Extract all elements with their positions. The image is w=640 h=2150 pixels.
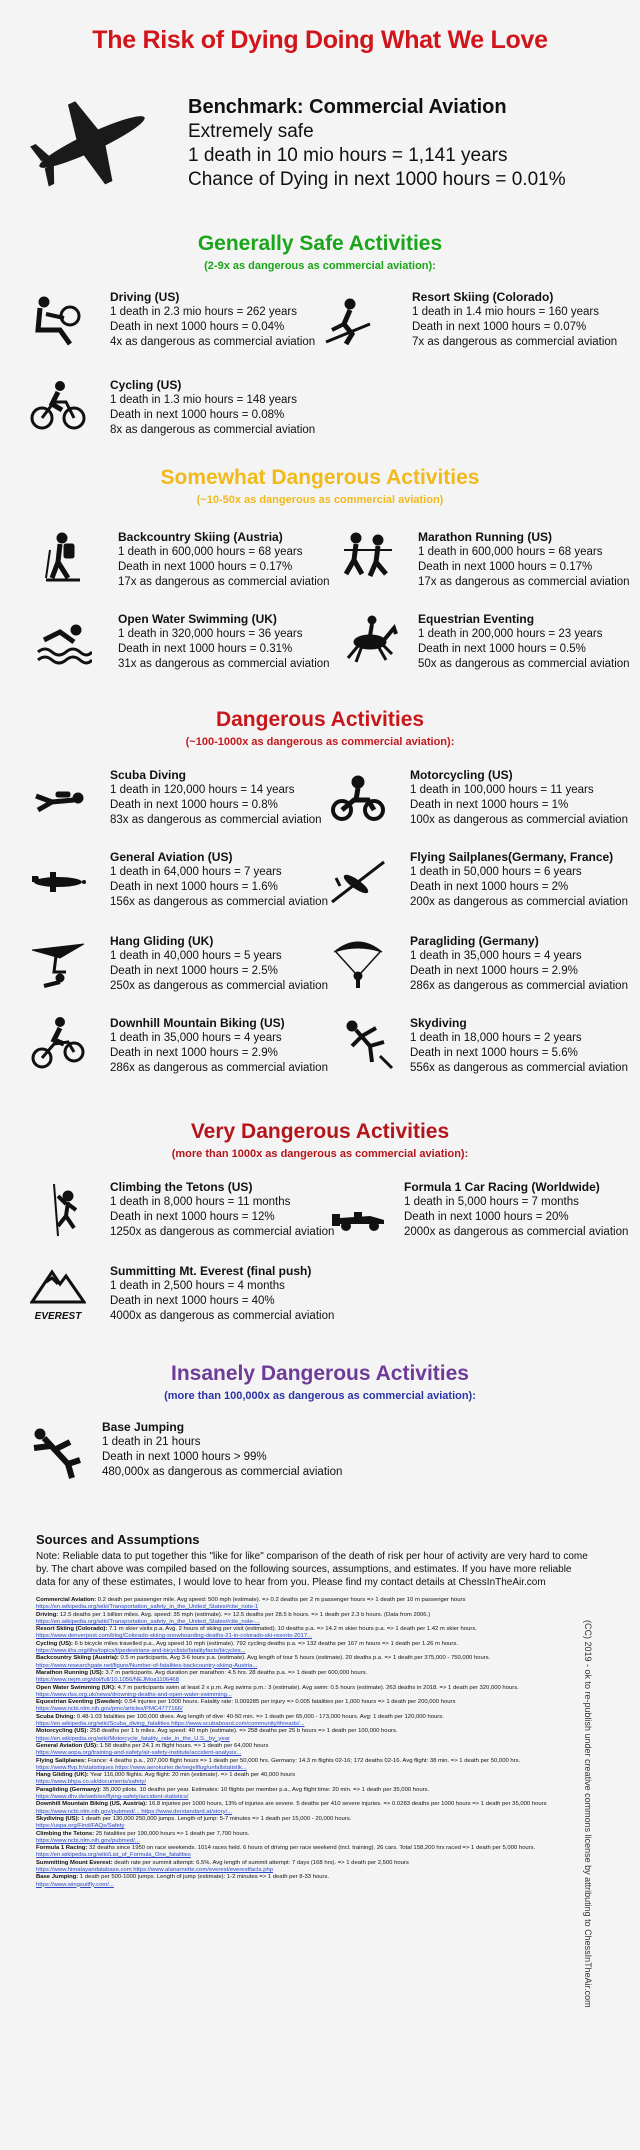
page-title: The Risk of Dying Doing What We Love: [92, 26, 548, 54]
source-label: Equestrian Eventing (Sweden):: [36, 1699, 123, 1706]
everest-caption: EVEREST: [34, 1311, 82, 1322]
source-text: France: 4 deaths p.a., 207,000 flight hours => 1 death per 50,000 hrs. Germany: 14.3 m flights 02-16; 172 deaths 02-16. Avg flight: 38 min. => 1 death per 50,000 hrs.: [87, 1757, 521, 1764]
activity-probability: Death in next 1000 hours = 0.5%: [418, 643, 586, 655]
source-entry: [36, 1728, 591, 1743]
activity-multiplier: 200x as dangerous as commercial aviation: [410, 896, 628, 908]
source-label: Flying Sailplanes:: [36, 1757, 87, 1764]
skier-icon: [320, 294, 376, 350]
runners-icon: [340, 530, 396, 586]
source-entry: [36, 1845, 591, 1860]
source-label: Skydiving (US):: [36, 1815, 80, 1822]
activity-name: Cycling (US): [110, 378, 182, 392]
activity-probability: Death in next 1000 hours = 0.17%: [418, 561, 593, 573]
activity-name: Motorcycling (US): [410, 768, 513, 782]
source-text: 6 b bicycle miles travelled p.a., Avg speed 10 mph (estimate). 792 cycling deaths p.a. => 132 deaths per 167 m hours => 1 death per 1.26 m hours.: [74, 1640, 458, 1647]
source-link[interactable]: https://www.denverpost.com/blog/Colorado-skiing-snowboarding-deaths-21-in-colorado-ski-resorts-2017...: [36, 1633, 313, 1640]
activity-rate: 1 death in 40,000 hours = 5 years: [110, 950, 282, 962]
section-subtitle: (more than 100,000x as dangerous as commercial aviation):: [164, 1390, 476, 1402]
activity-marathon-running: [418, 530, 640, 590]
source-entry: [36, 1743, 591, 1758]
activity-rate: 1 death in 200,000 hours = 23 years: [418, 628, 603, 640]
source-label: Hang Gliding (UK):: [36, 1772, 89, 1779]
activity-everest: [110, 1264, 400, 1324]
source-entry: [36, 1641, 591, 1656]
activity-name: Base Jumping: [102, 1420, 185, 1434]
source-text: 1 death per 130,000 250,000 jumps. Length of jump: 5-7 minutes => 1 death per 15,000 - 20,000 hours.: [81, 1815, 352, 1822]
activity-name: Open Water Swimming (UK): [118, 612, 277, 626]
activity-probability: Death in next 1000 hours = 0.31%: [118, 643, 293, 655]
diver-icon: [30, 770, 86, 826]
source-text: 1 death per 500-1000 jumps. Length of jump (estimate): 1-2 minutes => 1 death per 8-33 hours.: [79, 1874, 330, 1881]
activity-name: Equestrian Eventing: [418, 612, 535, 626]
mountain-icon: [30, 1262, 86, 1306]
activity-rate: 1 death in 600,000 hours = 68 years: [118, 546, 303, 558]
source-link[interactable]: https://www.ncbi.nlm.nih.gov/pubmed/... https://www.derstandard.at/story/...: [36, 1808, 233, 1815]
source-link[interactable]: https://www.dhv.de/web/en/flying-safety/accident-statistics/: [36, 1794, 189, 1801]
mountain-bike-icon: [30, 1016, 86, 1072]
source-entry: [36, 1685, 591, 1700]
motorcycle-icon: [330, 770, 386, 826]
everest-icon: [30, 1262, 86, 1328]
source-link[interactable]: https://en.wikipedia.org/wiki/List_of_Formula_One_fatalities: [36, 1852, 191, 1859]
activity-probability: Death in next 1000 hours = 2.5%: [110, 965, 278, 977]
activity-multiplier: 31x as dangerous as commercial aviation: [118, 658, 330, 670]
source-entry: [36, 1801, 591, 1816]
base-jumper-icon: [30, 1424, 86, 1480]
section-title: Insanely Dangerous Activities: [171, 1362, 469, 1385]
sources-title: Sources and Assumptions: [36, 1532, 200, 1547]
activity-probability: Death in next 1000 hours = 1%: [410, 799, 569, 811]
backcountry-skier-icon: [38, 530, 94, 586]
activity-rate: 1 death in 35,000 hours = 4 years: [410, 950, 582, 962]
driver-icon: [30, 292, 86, 348]
source-label: Commercial Aviation:: [36, 1597, 97, 1603]
source-link[interactable]: https://www.ffvp.fr/statistiques https://www.aerokurier.de/segelflug/unfallstatistik...: [36, 1764, 247, 1771]
sources-note: Note: Reliable data to put together this "like for like" comparison of the death of risk per hour of activity are very hard to come by. The chart above was compiled based on the following sources, assumptions, and estimates. If you have more reliable data for any of these estimates, I would love to hear from you. Please find my contact details at ChessInTheAir.com: [36, 1551, 588, 1588]
skydiver-icon: [340, 1016, 396, 1072]
activity-name: General Aviation (US): [110, 850, 233, 864]
activity-probability: Death in next 1000 hours = 5.6%: [410, 1047, 578, 1059]
activity-multiplier: 1250x as dangerous as commercial aviation: [110, 1226, 335, 1238]
source-text: 1.58 deaths per 24.1 m flight hours. => 1 death per 64,000 hours: [99, 1742, 269, 1749]
activity-multiplier: 17x as dangerous as commercial aviation: [118, 576, 330, 588]
activity-rate: 1 death in 21 hours: [102, 1436, 201, 1448]
activity-name: Flying Sailplanes(Germany, France): [410, 850, 614, 864]
glider-icon: [330, 852, 386, 908]
activity-skydiving: [410, 1016, 640, 1076]
source-text: Year 116,000 flights. Avg flight: 20 min (estimate). => 1 death per 40,000 hours: [90, 1772, 296, 1779]
source-label: Formula 1 Racing:: [36, 1845, 88, 1852]
source-link[interactable]: https://en.wikipedia.org/wiki/Transportation_safety_in_the_United_States#cite_note-...: [36, 1618, 260, 1625]
source-entry: [36, 1874, 591, 1889]
activity-resort-skiing: [412, 290, 640, 350]
hang-glider-icon: [30, 936, 86, 992]
activity-motorcycling: [410, 768, 640, 828]
activity-multiplier: 8x as dangerous as commercial aviation: [110, 424, 316, 436]
activity-name: Formula 1 Car Racing (Worldwide): [404, 1180, 600, 1194]
activity-name: Summitting Mt. Everest (final push): [110, 1264, 312, 1278]
source-entry: [36, 1626, 591, 1641]
activity-multiplier: 17x as dangerous as commercial aviation: [418, 576, 630, 588]
climber-icon: [34, 1182, 90, 1238]
activity-multiplier: 100x as dangerous as commercial aviation: [410, 814, 628, 826]
activity-multiplier: 156x as dangerous as commercial aviation: [110, 896, 328, 908]
benchmark-title: Benchmark: Commercial Aviation: [188, 96, 507, 118]
source-label: Backcountry Skiing (Austria):: [36, 1655, 119, 1662]
source-entry: [36, 1831, 591, 1846]
source-text: 12.5 deaths per 1 billion miles. Avg. speed: 35 mph (estimate). => 12.5 deaths per 28.5 b hours. => 1 death per 2.3 b hours. (Data from 2006.): [59, 1611, 431, 1618]
race-car-icon: [330, 1190, 386, 1246]
source-label: Summitting Mount Everest:: [36, 1859, 113, 1866]
activity-multiplier: 286x as dangerous as commercial aviation: [410, 980, 628, 992]
activity-equestrian-eventing: [418, 612, 640, 672]
source-text: 3.7 m participants. Avg duration per marathon: 4.5 hrs. 28 deaths p.a. => 1 death per 600,000 hours.: [105, 1669, 368, 1676]
source-text: 32 deaths since 1950 on race weekends. 1014 races held. 6 hours of driving per race weekend (incl. training). 26 cars. Total 158,200 hrs raced => 1 death per 5,000 hours.: [89, 1845, 536, 1852]
activity-probability: Death in next 1000 hours = 0.8%: [110, 799, 278, 811]
activity-cycling: [110, 378, 400, 438]
source-link[interactable]: https://www.ncbi.nlm.nih.gov/pubmed/...: [36, 1837, 140, 1844]
license-note: (CC) 2019 - ok to re-publish under creative commons license by attributing to ChessInTheAir.com: [583, 1620, 593, 2008]
airplane-icon: [28, 92, 156, 192]
source-link[interactable]: https://en.wikipedia.org/wiki/Transportation_safety_in_the_United_States#cite_note-1: [36, 1604, 259, 1611]
section-title: Dangerous Activities: [215, 708, 425, 731]
source-link[interactable]: https://en.wikipedia.org/wiki/Scuba_diving_fatalities https://www.scubaboard.com/community/threads/...: [36, 1721, 305, 1728]
activity-name: Skydiving: [410, 1016, 467, 1030]
source-entry: [36, 1816, 591, 1831]
source-label: Base Jumping:: [36, 1874, 79, 1881]
activity-probability: Death in next 1000 hours = 0.17%: [118, 561, 293, 573]
source-link[interactable]: https://www.wingsuitfly.com/...: [36, 1881, 114, 1888]
source-entry: [36, 1860, 591, 1875]
sources-section: [36, 1532, 591, 1889]
activity-multiplier: 83x as dangerous as commercial aviation: [110, 814, 322, 826]
benchmark-line: Chance of Dying in next 1000 hours = 0.01%: [188, 169, 566, 190]
horse-rider-icon: [342, 612, 398, 668]
source-label: Driving:: [36, 1611, 59, 1618]
source-text: 0.48-1.03 fatalities per 100,000 dives. Avg length of dive: 40-50 min. => 1 death per 65,000 - 173,000 hours. Avg: 1 death per 120,000 hours.: [76, 1713, 444, 1720]
activity-multiplier: 4000x as dangerous as commercial aviation: [110, 1310, 335, 1322]
activity-probability: Death in next 1000 hours = 2.9%: [410, 965, 578, 977]
activity-rate: 1 death in 35,000 hours = 4 years: [110, 1032, 282, 1044]
benchmark-line: Extremely safe: [188, 121, 314, 142]
activity-rate: 1 death in 18,000 hours = 2 years: [410, 1032, 582, 1044]
activity-name: Climbing the Tetons (US): [110, 1180, 253, 1194]
activity-name: Backcountry Skiing (Austria): [118, 530, 283, 544]
activity-rate: 1 death in 100,000 hours = 11 years: [410, 784, 594, 796]
source-link[interactable]: https://en.wikipedia.org/wiki/Motorcycle_fatality_rate_in_the_U.S._by_year: [36, 1735, 230, 1742]
activity-formula-1: [404, 1180, 640, 1240]
source-link[interactable]: https://www.rlss.org.uk/news/drowning-deaths-and-open-water-swimming...: [36, 1691, 232, 1698]
source-entry: [36, 1612, 591, 1627]
source-text: 7.1 m skier visits p.a. Avg. 2 hours of skiing per visit (estimated). 10 deaths p.a. => 14.2 m skier hours p.a. => 1 death per 1.42 m skier hours.: [108, 1626, 477, 1633]
activity-probability: Death in next 1000 hours = 2%: [410, 881, 569, 893]
activity-rate: 1 death in 64,000 hours = 7 years: [110, 866, 282, 878]
section-subtitle: (more than 1000x as dangerous as commercial aviation):: [171, 1148, 469, 1160]
activity-probability: Death in next 1000 hours = 40%: [110, 1295, 275, 1307]
source-entry: [36, 1670, 591, 1685]
activity-name: Paragliding (Germany): [410, 934, 539, 948]
source-entry: [36, 1787, 591, 1802]
activity-rate: 1 death in 50,000 hours = 6 years: [410, 866, 582, 878]
source-text: 0.2 death per passenger mile. Avg speed: 500 mph (estimate). => 0.2 deaths per 2 m passenger hours => 1 death per 10 m passenger hours: [97, 1597, 466, 1603]
activity-multiplier: 480,000x as dangerous as commercial aviation: [102, 1466, 343, 1478]
activity-name: Resort Skiing (Colorado): [412, 290, 554, 304]
source-entry: [36, 1758, 591, 1773]
source-label: Motorcycling (US):: [36, 1728, 89, 1735]
activity-flying-sailplanes: [410, 850, 640, 910]
activity-rate: 1 death in 1.3 mio hours = 148 years: [110, 394, 297, 406]
benchmark-line: 1 death in 10 mio hours = 1,141 years: [188, 145, 508, 166]
activity-probability: Death in next 1000 hours = 20%: [404, 1211, 569, 1223]
source-label: Scuba Diving:: [36, 1713, 76, 1720]
section-title: Very Dangerous Activities: [190, 1120, 450, 1143]
source-text: 4.7 m participants swim at least 2 x p.m. Avg swims p.m.: 3 (estimate). Avg swim: 0.5 hours (estimate). 263 deaths in 2018. => 1 death per 320,000 hours.: [117, 1684, 519, 1691]
source-label: Climbing the Tetons:: [36, 1830, 95, 1837]
source-entry: [36, 1772, 591, 1787]
activity-name: Downhill Mountain Biking (US): [110, 1016, 285, 1030]
source-entry: [36, 1597, 591, 1612]
activity-multiplier: 50x as dangerous as commercial aviation: [418, 658, 630, 670]
source-text: 258 deaths per 1 b miles. Avg speed: 40 mph (estimate). => 258 deaths per 25 b hours => 1 death per 100,000 hours.: [90, 1728, 398, 1735]
activity-multiplier: 7x as dangerous as commercial aviation: [412, 336, 618, 348]
source-link[interactable]: https://uspa.org/Find/FAQs/Safety: [36, 1823, 125, 1830]
source-entry: [36, 1699, 591, 1714]
activity-name: Scuba Diving: [110, 768, 187, 782]
source-entry: [36, 1714, 591, 1729]
source-text: 35,000 pilots. 10 deaths per year. Estimates: 10 flights per member p.a., Avg flight time: 20 min. => 1 death per 35,000 hours.: [102, 1786, 430, 1793]
section-subtitle: (~10-50x as dangerous as commercial aviation): [196, 494, 444, 506]
activity-multiplier: 2000x as dangerous as commercial aviation: [404, 1226, 629, 1238]
source-link[interactable]: https://www.researchgate.net/figure/Number-of-fatalities-backcountry-skiing-Austria...: [36, 1662, 258, 1669]
source-text: 16.8 injuries per 1000 hours, 13% of injuries are severe. 5 deaths per 410 severe injuries. => 0.0283 deaths per 1000 hours => 1 death per 35,000 hours: [148, 1801, 547, 1808]
source-link[interactable]: https://www.iihs.org/iihs/topics/t/pedestrians-and-bicyclists/fatalityfacts/bicycles...: [36, 1648, 246, 1655]
activity-rate: 1 death in 8,000 hours = 11 months: [110, 1196, 291, 1208]
activity-name: Hang Gliding (UK): [110, 934, 214, 948]
source-link[interactable]: https://www.himalayandatabase.com https://www.alanarnette.com/everest/everestfacts.php: [36, 1866, 274, 1873]
source-entry: [36, 1655, 591, 1670]
activity-rate: 1 death in 1.4 mio hours = 160 years: [412, 306, 599, 318]
activity-multiplier: 4x as dangerous as commercial aviation: [110, 336, 316, 348]
section-title: Generally Safe Activities: [197, 232, 443, 255]
activity-base-jumping: [102, 1420, 392, 1480]
activity-probability: Death in next 1000 hours = 0.07%: [412, 321, 587, 333]
swimmer-icon: [36, 612, 92, 668]
activity-rate: 1 death in 2,500 hours = 4 months: [110, 1280, 285, 1292]
activity-probability: Death in next 1000 hours > 99%: [102, 1451, 267, 1463]
source-label: Paragliding (Germany):: [36, 1786, 102, 1793]
source-label: General Aviation (US):: [36, 1742, 99, 1749]
activity-probability: Death in next 1000 hours = 2.9%: [110, 1047, 278, 1059]
source-link[interactable]: https://www.nejm.org/doi/full/10.1056/NEJMoa1106468: [36, 1677, 179, 1684]
activity-multiplier: 286x as dangerous as commercial aviation: [110, 1062, 328, 1074]
activity-probability: Death in next 1000 hours = 0.04%: [110, 321, 285, 333]
source-link[interactable]: https://www.aopa.org/training-and-safety/air-safety-institute/accident-analysis...: [36, 1750, 242, 1757]
source-label: Open Water Swimming (UK):: [36, 1684, 116, 1691]
source-text: 25 fatalities per 190,000 hours => 1 death per 7,700 hours.: [95, 1830, 250, 1837]
paraglider-icon: [330, 934, 386, 990]
source-label: Resort Skiing (Colorado):: [36, 1626, 108, 1633]
small-plane-icon: [30, 852, 86, 908]
activity-probability: Death in next 1000 hours = 12%: [110, 1211, 275, 1223]
source-label: Marathon Running (US):: [36, 1669, 104, 1676]
activity-rate: 1 death in 2.3 mio hours = 262 years: [110, 306, 297, 318]
activity-rate: 1 death in 600,000 hours = 68 years: [418, 546, 603, 558]
section-title: Somewhat Dangerous Activities: [160, 466, 480, 489]
source-label: Downhill Mountain Biking (US, Austria):: [36, 1801, 148, 1808]
activity-probability: Death in next 1000 hours = 1.6%: [110, 881, 278, 893]
sources-list: [36, 1597, 591, 1889]
activity-rate: 1 death in 5,000 hours = 7 months: [404, 1196, 579, 1208]
activity-rate: 1 death in 320,000 hours = 36 years: [118, 628, 303, 640]
activity-name: Driving (US): [110, 290, 180, 304]
activity-multiplier: 556x as dangerous as commercial aviation: [410, 1062, 628, 1074]
section-subtitle: (~100-1000x as dangerous as commercial aviation):: [185, 736, 455, 748]
activity-name: Marathon Running (US): [418, 530, 552, 544]
source-link[interactable]: https://www.ncbi.nlm.nih.gov/pmc/articles/PMC4777166/: [36, 1706, 183, 1713]
cyclist-icon: [30, 378, 86, 434]
source-link[interactable]: https://www.bhpa.co.uk/documents/safety/: [36, 1779, 147, 1786]
activity-paragliding: [410, 934, 640, 994]
source-text: 0.5 m participants, Avg 3-6 tours p.a. (estimate). Avg length of tour 5 hours (estimate). 20 deaths p.a. => 1 death per 375,000 - 750,000 hours.: [120, 1655, 491, 1662]
source-text: death rate per summit attempt: 6.5%. Avg length of summit attempt: 7 days (168 hrs). => 1 death per 2,500 hours: [114, 1859, 409, 1866]
activity-multiplier: 250x as dangerous as commercial aviation: [110, 980, 328, 992]
section-subtitle: (2-9x as dangerous as commercial aviation):: [204, 260, 436, 272]
source-text: 0.54 injuries per 1000 hours. Fatality rate: 0.009285 per injury => 0.005 fatalities per 1,000 hours => 1 death per 200,000 hours: [124, 1699, 456, 1706]
activity-rate: 1 death in 120,000 hours = 14 years: [110, 784, 295, 796]
source-label: Cycling (US):: [36, 1640, 73, 1647]
activity-probability: Death in next 1000 hours = 0.08%: [110, 409, 285, 421]
